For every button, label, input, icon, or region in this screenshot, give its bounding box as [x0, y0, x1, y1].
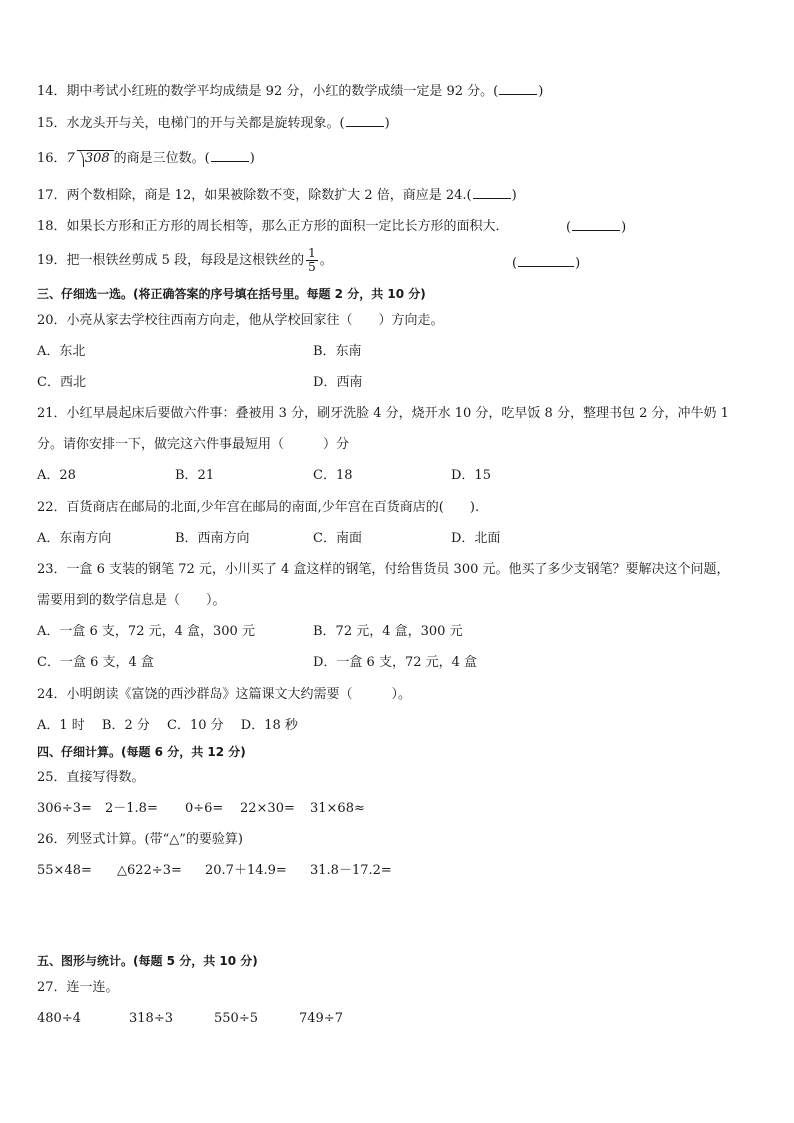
question-24-options[interactable]: A．1 时 B．2 分 C．10 分 D．18 秒 [37, 718, 298, 733]
calc-item: 20.7＋14.9= [205, 863, 287, 878]
option-b[interactable]: B．东南 [313, 344, 362, 359]
option-d[interactable]: D．15 [451, 468, 491, 483]
calc-item: 22×30= [240, 801, 295, 816]
divisor: 7 [66, 151, 75, 166]
match-item[interactable]: 749÷7 [299, 1011, 343, 1026]
option-a[interactable]: A．一盒 6 支，72 元，4 盒，300 元 [37, 624, 255, 639]
question-19: 19．把一根铁丝剪成 5 段，每段是这根铁丝的 $\frac{1}{5}$ 。 [37, 246, 333, 274]
question-21-line-2: 分。请你安排一下，做完这六件事最短用（ ）分 [37, 437, 350, 452]
long-division-symbol: 308 [77, 150, 114, 167]
fraction: $\frac{1}{5}$ [308, 246, 316, 274]
calc-item: 55×48= [37, 863, 92, 878]
question-23-line-2: 需要用到的数学信息是（ ）。 [37, 593, 226, 608]
option-c[interactable]: C．18 [313, 468, 353, 483]
question-17: 17．两个数相除，商是 12，如果被除数不变，除数扩大 2 倍，商应是 24.( ) [37, 188, 517, 203]
calc-item: △622÷3= [117, 863, 182, 878]
answer-blank[interactable] [473, 187, 511, 199]
answer-blank[interactable] [499, 83, 537, 95]
question-14: 14．期中考试小红班的数学平均成绩是 92 分，小红的数学成绩一定是 92 分。( ) [37, 84, 544, 99]
question-24: 24．小明朗读《富饶的西沙群岛》这篇课文大约需要（ ）。 [37, 687, 412, 702]
question-19-answer: ( ) [512, 256, 581, 271]
question-23-line-1: 23．一盒 6 支装的钢笔 72 元，小川买了 4 盒这样的钢笔，付给售货员 300 元。他买了多少支钢笔？要解决这个问题， [37, 562, 730, 577]
section-3-heading: 三、仔细选一选。(将正确答案的序号填在括号里。每题 2 分，共 10 分) [37, 287, 426, 301]
calc-item: 2－1.8= [105, 801, 158, 816]
question-22: 22．百货商店在邮局的北面,少年宫在邮局的南面,少年宫在百货商店的( ). [37, 500, 480, 515]
question-26: 26．列竖式计算。(带“△”的要验算) [37, 832, 243, 847]
question-21-line-1: 21．小红早晨起床后要做六件事：叠被用 3 分，刷牙洗脸 4 分，烧开水 10 分，吃早饭 8 分，整理书包 2 分，冲牛奶 1 [37, 406, 729, 421]
match-item[interactable]: 550÷5 [214, 1011, 258, 1026]
option-b[interactable]: B．西南方向 [175, 531, 250, 546]
option-b[interactable]: B．72 元，4 盒，300 元 [313, 624, 463, 639]
section-5-heading: 五、图形与统计。(每题 5 分，共 10 分) [37, 954, 258, 968]
option-d[interactable]: D．一盒 6 支，72 元，4 盒 [313, 655, 478, 670]
answer-blank[interactable] [211, 150, 249, 162]
option-a[interactable]: A．东北 [37, 344, 86, 359]
question-15: 15．水龙头开与关，电梯门的开与关都是旋转现象。( ) [37, 116, 390, 131]
option-d[interactable]: D．西南 [313, 375, 363, 390]
calc-item: 31.8－17.2= [310, 863, 392, 878]
option-d[interactable]: D．北面 [451, 531, 501, 546]
question-25: 25．直接写得数。 [37, 770, 145, 785]
question-27: 27．连一连。 [37, 980, 119, 995]
match-item[interactable]: 318÷3 [129, 1011, 173, 1026]
option-b[interactable]: B．21 [175, 468, 215, 483]
option-a[interactable]: A．28 [37, 468, 76, 483]
option-c[interactable]: C．南面 [313, 531, 362, 546]
answer-blank[interactable] [346, 115, 384, 127]
calc-item: 0÷6= [185, 801, 224, 816]
question-16: 16．7 308 的商是三位数。( ) [37, 151, 255, 166]
question-18: 18．如果长方形和正方形的周长相等，那么正方形的面积一定比长方形的面积大． [37, 219, 509, 234]
answer-blank[interactable] [518, 255, 574, 267]
option-c[interactable]: C．一盒 6 支，4 盒 [37, 655, 154, 670]
question-20: 20．小亮从家去学校往西南方向走，他从学校回家往（ ）方向走。 [37, 313, 444, 328]
option-c[interactable]: C．西北 [37, 375, 86, 390]
calc-item: 306÷3= [37, 801, 92, 816]
calc-item: 31×68≈ [310, 801, 365, 816]
section-4-heading: 四、仔细计算。(每题 6 分，共 12 分) [37, 745, 246, 759]
question-18-answer: ( ) [566, 220, 627, 235]
match-item[interactable]: 480÷4 [37, 1011, 81, 1026]
option-a[interactable]: A．东南方向 [37, 531, 112, 546]
answer-blank[interactable] [572, 219, 620, 231]
